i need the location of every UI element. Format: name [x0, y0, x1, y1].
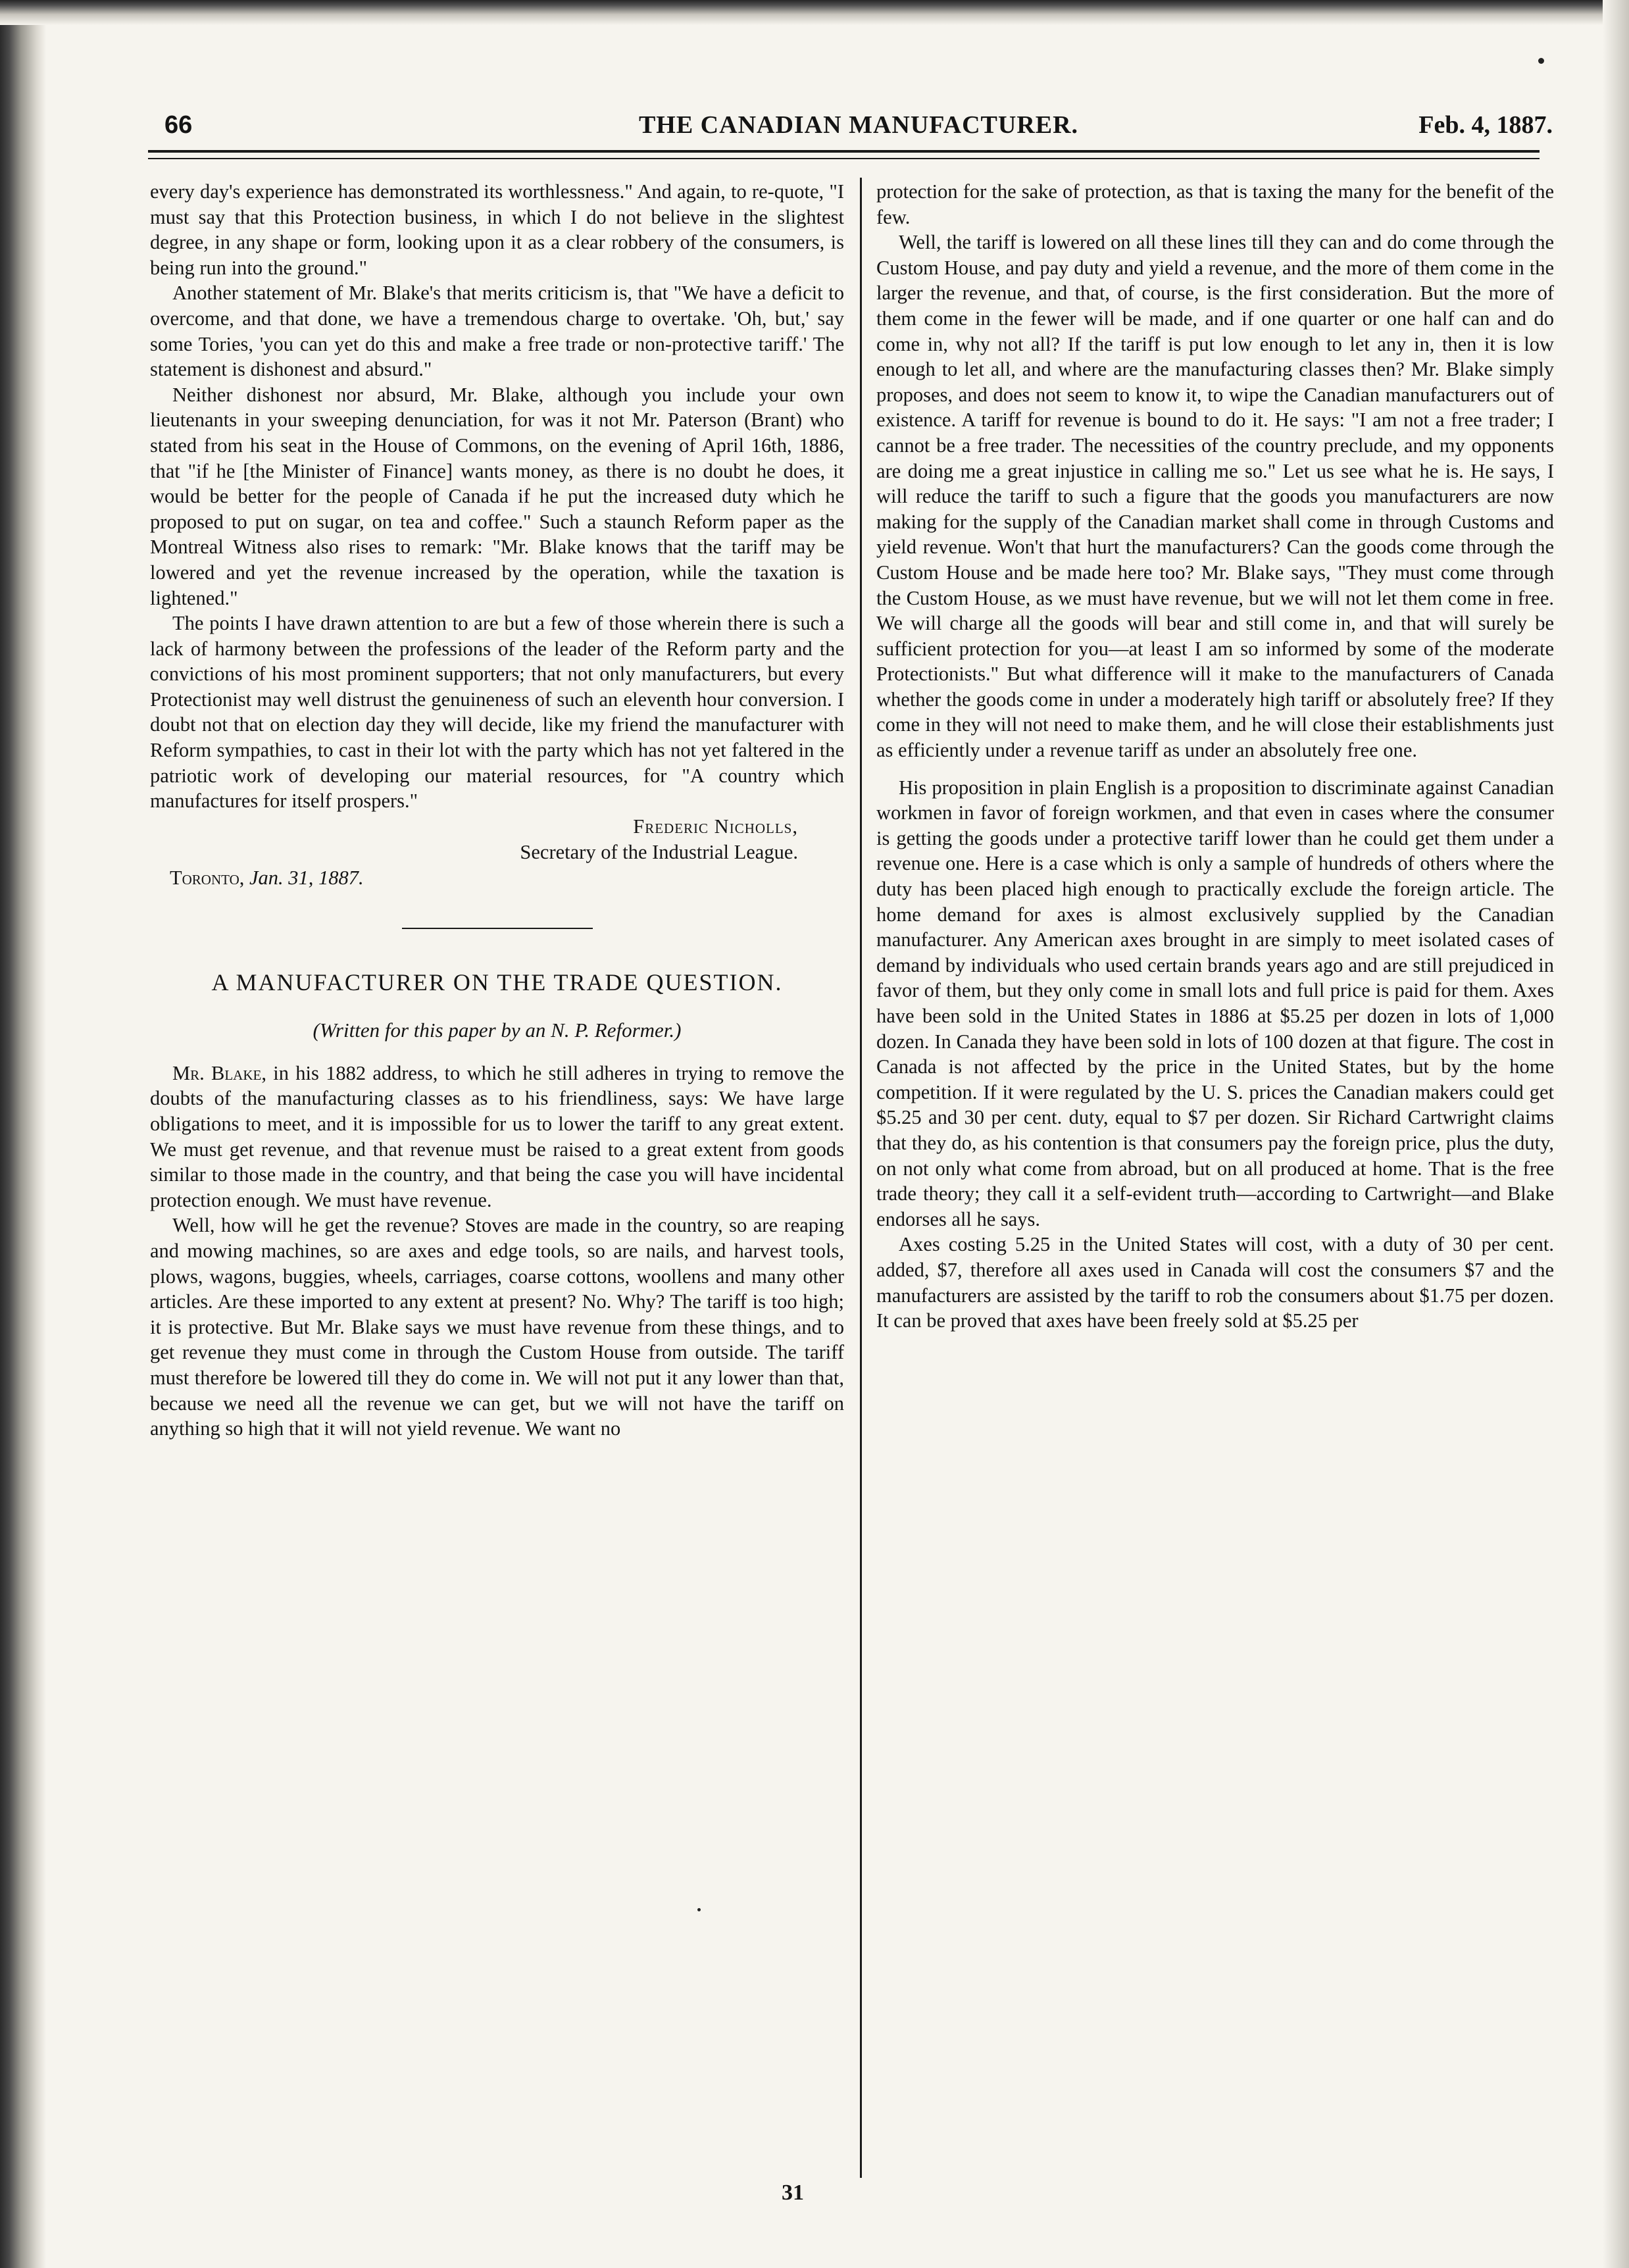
paragraph: Neither dishonest nor absurd, Mr. Blake, although you include your own lieutenants in your sweeping denunciation, for was it not Mr. Paterson (Brant) who stated from his seat in the House of Commons, on the evening of April 16th, 1886, that "if he [the Minister of Finance] wants money, as there is no doubt he does, it would be better for the people of Canada if he put the increased duty which he proposed to put on sugar, on tea and coffee." Such a staunch Reform paper as the Montreal Witness also rises to remark: "Mr. Blake knows that the tariff may be lowered and yet the revenue increased by the operation, while the taxation is lightened.": [150, 383, 844, 609]
paragraph: Well, how will he get the revenue? Stoves are made in the country, so are reaping and mowing machines, so are axes and edge tools, so are nails, and harvest tools, plows, wagons, buggies, wheels, carriages, coarse cottons, woollens and many other articles. Are these imported to any extent at present? No. Why? The tariff is too high; it is protective. But Mr. Blake says we must have revenue from these things, and to get revenue they must come in through the Custom House from outside. The tariff must therefore be lowered till they do come in. We will not put it any lower than that, because we need all the revenue we can get, but we will not have the tariff on anything so high that it will not yield revenue. We want no: [150, 1214, 844, 1440]
binding-shadow: [0, 0, 46, 2268]
column-divider: [860, 178, 862, 2178]
letter-dateline: [150, 865, 844, 891]
left-column: [150, 179, 844, 1442]
page-top-edge: [0, 0, 1629, 25]
dateline-date: Jan. 31, 1887.: [249, 866, 364, 889]
issue-date: Feb. 4, 1887.: [1418, 111, 1553, 139]
opening-name: Mr. Blake,: [172, 1061, 266, 1084]
masthead-rule-thin: [148, 158, 1540, 159]
signature-title: Secretary of the Industrial League.: [520, 840, 798, 863]
signature-folio: 31: [782, 2180, 804, 2205]
paragraph: Another statement of Mr. Blake's that merits criticism is, that "We have a deficit to overcome, and that done, we have a tremendous charge to overtake. 'Oh, but,' say some Tories, 'you can yet do this and make a free trade or non-protective tariff.' The statement is dishonest and absurd.": [150, 282, 844, 381]
ink-spot: [1538, 58, 1544, 64]
paragraph: Axes costing 5.25 in the United States will cost, with a duty of 30 per cent. added, $7, therefore all axes used in Canada will cost the consumers $7 and the manufacturers are assisted by the tariff to rob the consumers about $1.75 per dozen. It can be proved that axes have been freely sold at $5.25 per: [876, 1233, 1554, 1332]
section-divider: [402, 928, 593, 929]
masthead-rule: [148, 150, 1540, 153]
right-column: [876, 179, 1554, 1334]
article-byline: (Written for this paper by an N. P. Reformer.): [313, 1018, 682, 1042]
signature-name: Frederic Nicholls,: [633, 815, 798, 838]
paragraph-text: in his 1882 address, to which he still adheres in trying to remove the doubts of the manufacturing classes as to his friendliness, says: We have large obligations to meet, and it is impossible for us to lower the tariff to any great extent. We must get revenue, and that revenue must be raised to a great extent from goods similar to those made in the country, and that being the case you will have incidental protection enough. We must have revenue.: [150, 1061, 844, 1211]
paragraph: [150, 1061, 844, 1213]
paragraph: His proposition in plain English is a proposition to discriminate against Canadian workmen in favor of foreign workmen, and that even in cases where the consumer is getting the goods under a protective tariff lower than he could get them under a revenue one. Here is a case which is only a sample of hundreds of others where the duty has been placed high enough to practically exclude the foreign article. The home demand for axes is almost exclusively supplied by the Canadian manufacturer. Any American axes brought in are simply to meet isolated cases of demand by individuals who used certain brands years ago and are still prejudiced in favor of them, but they only come in small lots and full price is paid for them. Axes have been sold in the United States in 1886 at $5.25 per dozen in lots of 1,000 dozen. In Canada they have been sold in lots of 100 dozen at that figure. The cost in Canada is not affected by the price in the United States, but by the home competition. If it were regulated by the U. S. prices the Canadian makers could get $5.25 and 30 per cent. duty, equal to $7 per dozen. Sir Richard Cartwright claims that they do, as his contention is that consumers pay the foreign price, plus the duty, on not only what come from abroad, but on all produced at home. That is the free trade theory; they call it a self-evident truth—according to Cartwright—and Blake endorses all he says.: [876, 776, 1554, 1230]
paragraph: The points I have drawn attention to are but a few of those wherein there is such a lack of harmony between the professions of the leader of the Reform party and the convictions of his most prominent supporters; that not only manufacturers, but every Protectionist may well distrust the genuineness of such an eleventh hour conversion. I doubt not that on election day they will decide, like my friend the manufacturer with Reform sympathies, to cast in their lot with the party which has not yet faltered in the patriotic work of developing our material resources, for "A country which manufactures for itself prospers.": [150, 612, 844, 813]
article-headline: A MANUFACTURER ON THE TRADE QUESTION.: [211, 969, 783, 995]
masthead: [164, 109, 1553, 141]
paragraph: Well, the tariff is lowered on all these lines till they can and do come through the Custom House, and pay duty and yield a revenue, and the more of them come in the larger the revenue, and that, of course, is the first consideration. But the more of them come in the fewer will be made, and if one quarter or one half can and do come in, why not all? If the tariff is put low enough to let any in, then it is low enough to let all, and where are the manufacturing classes then? Mr. Blake simply proposes, and does not seem to know it, to wipe the Canadian manufacturers out of existence. A tariff for revenue is bound to do it. He says: "I am not a free trader; I cannot be a free trader. The necessities of the country preclude, and my opponents are doing me a great injustice in calling me so." Let us see what he is. He says, I will reduce the tariff to such a figure that the goods you manufacturers are now making for the supply of the Canadian market shall come in through Customs and yield revenue. Won't that hurt the manufacturers? Can the goods come through the Custom House and be made here too? Mr. Blake says, "They must come through the Custom House, as we must have revenue, but we will not let them come in free. We will charge all the goods will bear and still come in, and that will surely be sufficient protection for you—at least I am so informed by some of the moderate Protectionists." But what difference will it make to the manufacturers of Canada whether the goods come in under a moderately high tariff or absolutely free? If they come in they will not need to make them, and he will close their establishments just as efficiently under a revenue tariff as under an absolutely free one.: [876, 231, 1554, 762]
paragraph: every day's experience has demonstrated its worthlessness." And again, to re-quote, "I must say that this Protection business, in which I do not believe in the slightest degree, in any shape or form, looking upon it as a clear robbery of the consumers, is being run into the ground.": [150, 180, 844, 279]
page-right-edge: [1603, 0, 1629, 2268]
dateline-place: Toronto,: [170, 866, 245, 889]
page-number: 66: [164, 111, 193, 139]
ink-spot: [697, 1908, 701, 1911]
publication-title: THE CANADIAN MANUFACTURER.: [638, 111, 1079, 139]
paragraph: protection for the sake of protection, as that is taxing the many for the benefit of the few.: [876, 180, 1554, 228]
